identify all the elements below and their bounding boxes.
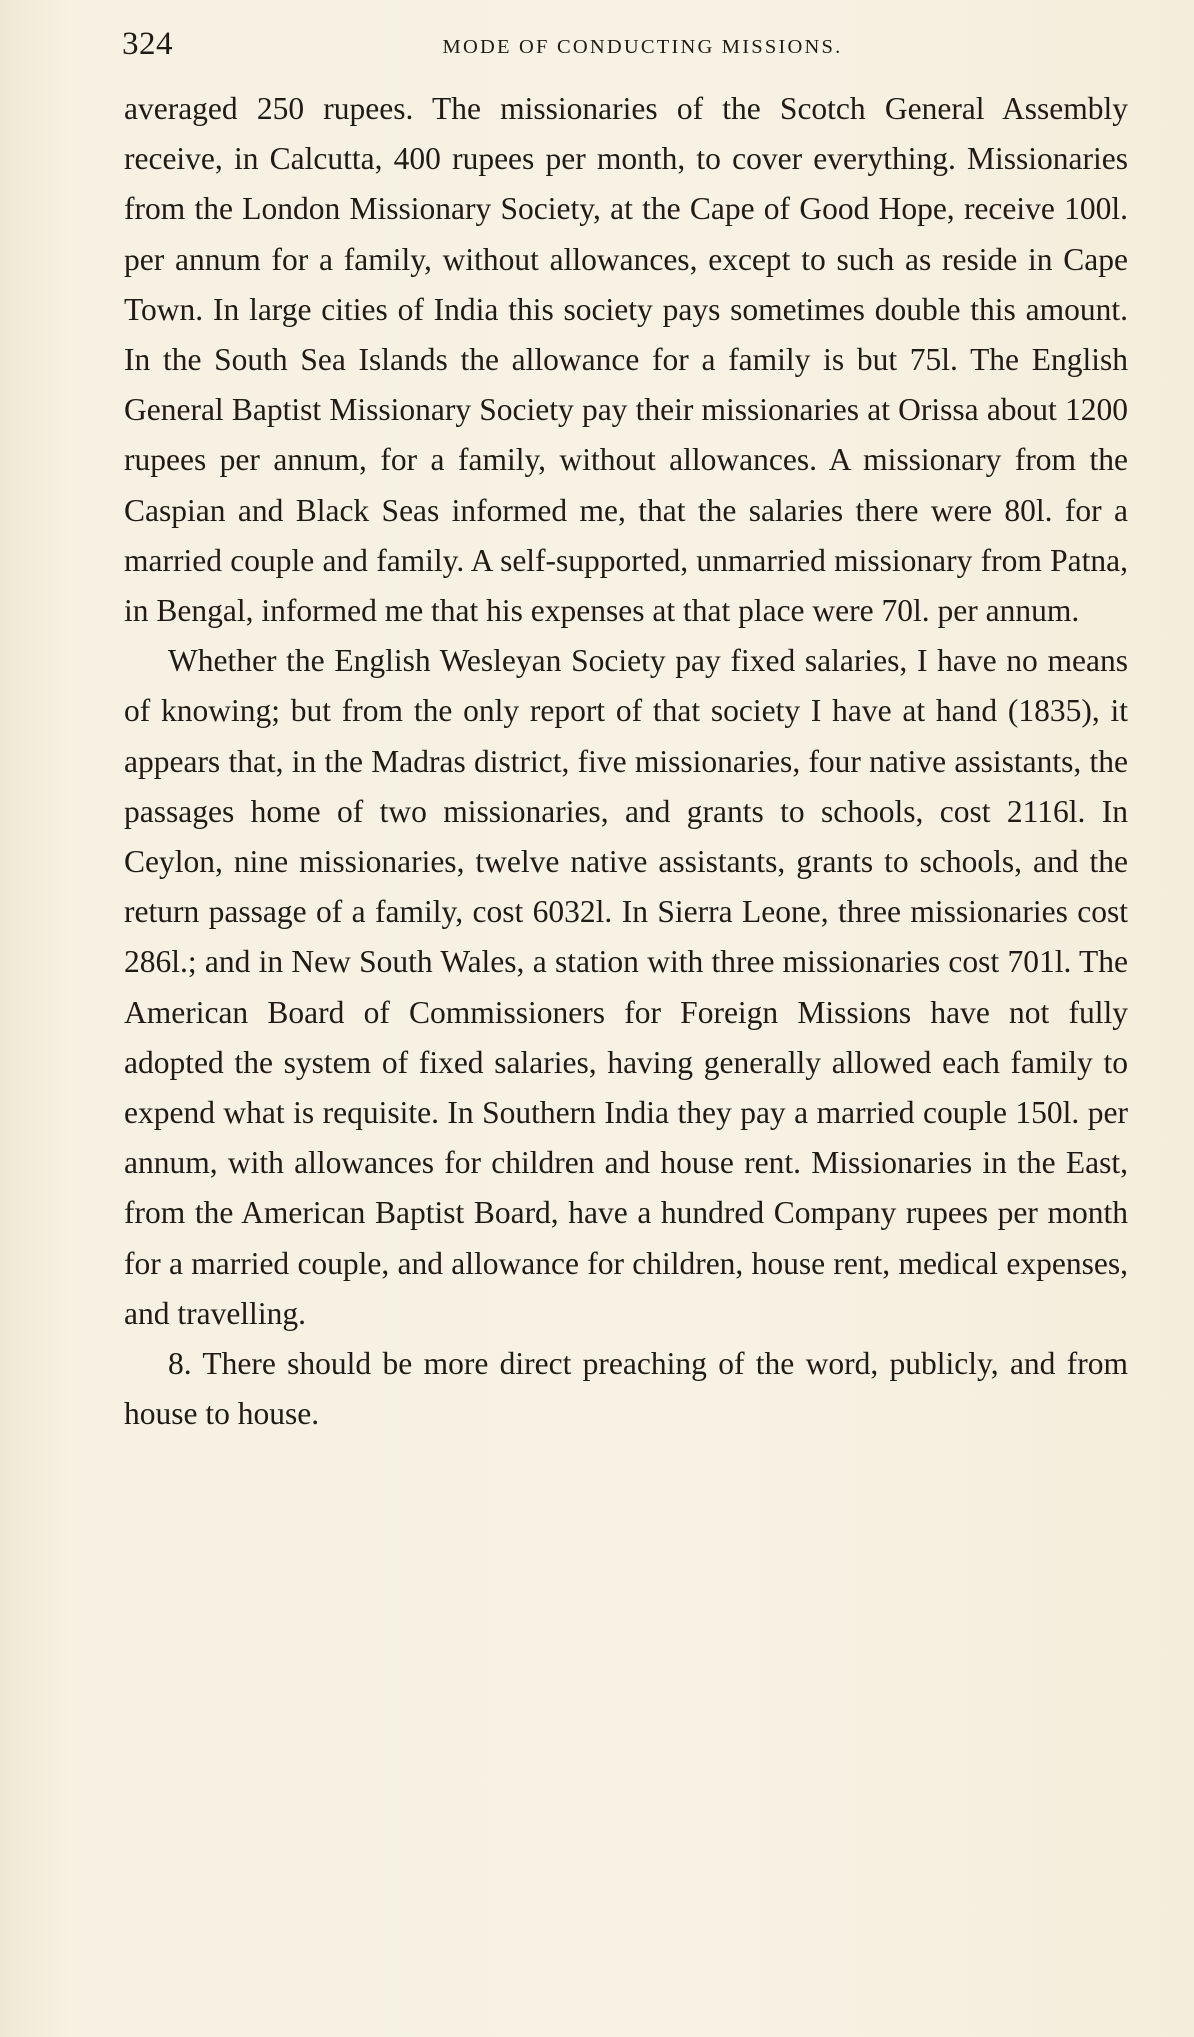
page-number: 324	[122, 26, 173, 62]
paragraph-wesleyan: Whether the English Wesleyan Society pay fixed salaries, I have no means of knowing; but from the only report of that society I have at hand (1835), it appears that, in the Madras district, five missionaries, four native assistants, the passages home of two missionaries, and grants to schools, cost 2116l. In Ceylon, nine missionaries, twelve native assistants, grants to schools, and the return passage of a family, cost 6032l. In Sierra Leone, three missionaries cost 286l.; and in New South Wales, a station with three missionaries cost 701l. The American Board of Commissioners for Foreign Missions have not fully adopted the system of fixed salaries, having generally allowed each family to expend what is requisite. In Southern India they pay a married couple 150l. per annum, with allowances for children and house rent. Missionaries in the East, from the American Baptist Board, have a hundred Company rupees per month for a married couple, and allowance for children, house rent, medical expenses, and travelling.	[124, 643, 1128, 1331]
body-text	[124, 84, 1128, 1439]
running-title: MODE OF CONDUCTING MISSIONS.	[442, 36, 843, 58]
paragraph-continuation: averaged 250 rupees. The missionaries of the Scotch General Assembly receive, in Calcutta, 400 rupees per month, to cover everything. Missionaries from the London Missionary Society, at the Cape of Good Hope, receive 100l. per annum for a family, without allowances, except to such as reside in Cape Town. In large cities of India this society pays sometimes double this amount. In the South Sea Islands the allowance for a family is but 75l. The English General Baptist Missionary Society pay their missionaries at Orissa about 1200 rupees per annum, for a family, without allowances. A missionary from the Caspian and Black Seas informed me, that the salaries there were 80l. for a married couple and family. A self-supported, unmarried missionary from Patna, in Bengal, informed me that his expenses at that place were 70l. per annum.	[124, 91, 1128, 629]
running-head	[122, 26, 1127, 66]
paragraph-point-8: 8. There should be more direct preaching of the word, publicly, and from house to house.	[124, 1346, 1128, 1432]
